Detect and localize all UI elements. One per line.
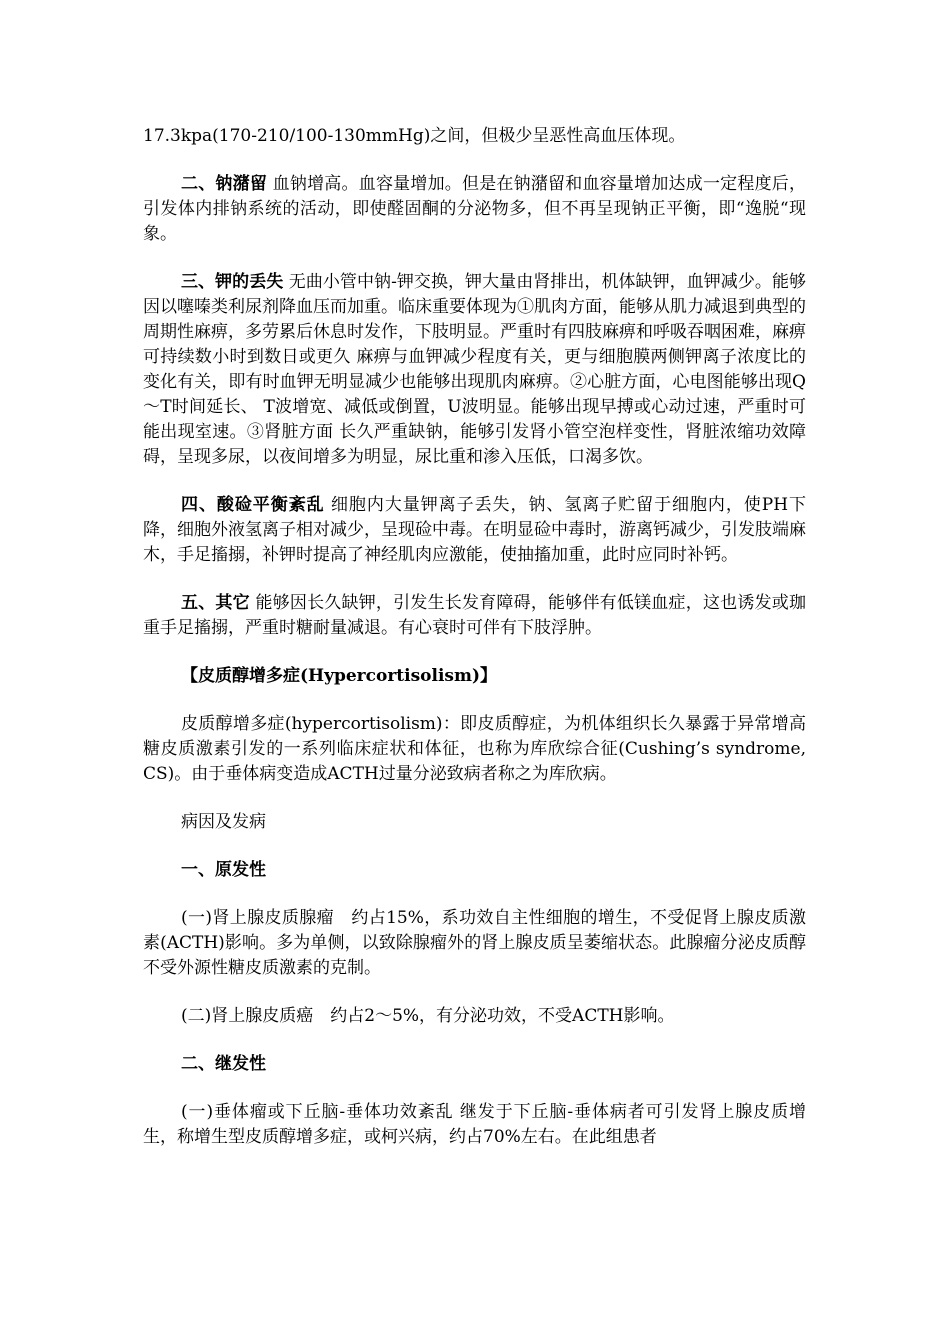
chapter-title <box>143 664 806 689</box>
subheading-primary <box>143 858 806 883</box>
paragraph-other <box>143 591 806 641</box>
paragraph-text: (一)垂体瘤或下丘脑-垂体功效紊乱 继发于下丘脑-垂体病者可引发肾上腺皮质增生，称增生型皮质醇增多症，或柯兴病，约占70%左右。在此组患者 <box>143 1102 806 1147</box>
paragraph-sodium-retention <box>143 172 806 247</box>
chapter-title-text: 【皮质醇增多症(Hypercortisolism)】 <box>181 666 498 686</box>
subheading-text: 二、继发性 <box>181 1054 266 1074</box>
paragraph-text: 17.3kpa(170-210/100-130mmHg)之间，但极少呈恶性高血压体现。 <box>143 126 686 146</box>
paragraph-bp-range <box>143 124 806 149</box>
section-heading-other: 五、其它 <box>181 593 250 613</box>
paragraph-pituitary <box>143 1100 806 1150</box>
subheading-secondary <box>143 1052 806 1077</box>
paragraph-text: (一)肾上腺皮质腺瘤 约占15%，系功效自主性细胞的增生，不受促肾上腺皮质激素(ACTH)影响。多为单侧，以致除腺瘤外的肾上腺皮质呈萎缩状态。此腺瘤分泌皮质醇不受外源性糖皮质激素的克制。 <box>143 908 806 978</box>
paragraph-text: 血钠增高。血容量增加。但是在钠潴留和血容量增加达成一定程度后，引发体内排钠系统的活动，即使醛固酮的分泌物多，但不再呈现钠正平衡，即“逸脱“现象。 <box>143 174 807 244</box>
paragraph-potassium-loss <box>143 270 806 470</box>
paragraph-adenoma <box>143 906 806 981</box>
paragraph-text: 细胞内大量钾离子丢失，钠、氢离子贮留于细胞内，使PH下降，细胞外液氢离子相对减少，呈现硷中毒。在明显硷中毒时，游离钙减少，引发肢端麻木，手足搐搦，补钾时提高了神经肌肉应激能，使抽搐加重，此时应同时补钙。 <box>143 495 806 565</box>
section-heading-acid-base: 四、酸硷平衡紊乱 <box>181 495 325 515</box>
paragraph-text: 无曲小管中钠-钾交换，钾大量由肾排出，机体缺钾，血钾减少。能够因以噻嗪类利尿剂降血压而加重。临床重要体现为①肌肉方面，能够从肌力减退到典型的周期性麻痹，多劳累后休息时发作，下肢明显。严重时有四肢麻痹和呼吸吞咽困难，麻痹可持续数小时到数日或更久 麻痹与血钾减少程度有关，更与细胞膜两侧钾离子浓度比的变化有关，即有时血钾无明显减少也能够出现肌肉麻痹。②心脏方面，心电图能够出现Q～T时间延长、 T波增宽、减低或倒置，U波明显。能够出现早搏或心动过速，严重时可能出现室速。③肾脏方面 长久严重缺钠，能够引发肾小管空泡样变性，肾脏浓缩功效障碍，呈现多尿，以夜间增多为明显，尿比重和渗入压低，口渴多饮。 <box>143 272 807 467</box>
document-body <box>143 124 806 1171</box>
paragraph-carcinoma <box>143 1004 806 1029</box>
section-heading-sodium: 二、钠潴留 <box>181 174 268 194</box>
subheading-etiology <box>143 810 806 835</box>
paragraph-text: 皮质醇增多症(hypercortisolism)：即皮质醇症，为机体组织长久暴露于异常增高糖皮质激素引发的一系列临床症状和体征，也称为库欣综合征(Cushing’s syndrome, CS)。由于垂体病变造成ACTH过量分泌致病者称之为库欣病。 <box>143 714 806 784</box>
paragraph-text: (二)肾上腺皮质癌 约占2～5%，有分泌功效，不受ACTH影响。 <box>181 1006 675 1026</box>
paragraph-text: 能够因长久缺钾，引发生长发育障碍，能够伴有低镁血症，这也诱发或珈重手足搐搦，严重时糖耐量减退。有心衰时可伴有下肢浮肿。 <box>143 593 806 638</box>
paragraph-acid-base <box>143 493 806 568</box>
subheading-text: 一、原发性 <box>181 860 266 880</box>
subheading-text: 病因及发病 <box>181 812 266 832</box>
section-heading-potassium: 三、钾的丢失 <box>181 272 284 292</box>
paragraph-definition <box>143 712 806 787</box>
